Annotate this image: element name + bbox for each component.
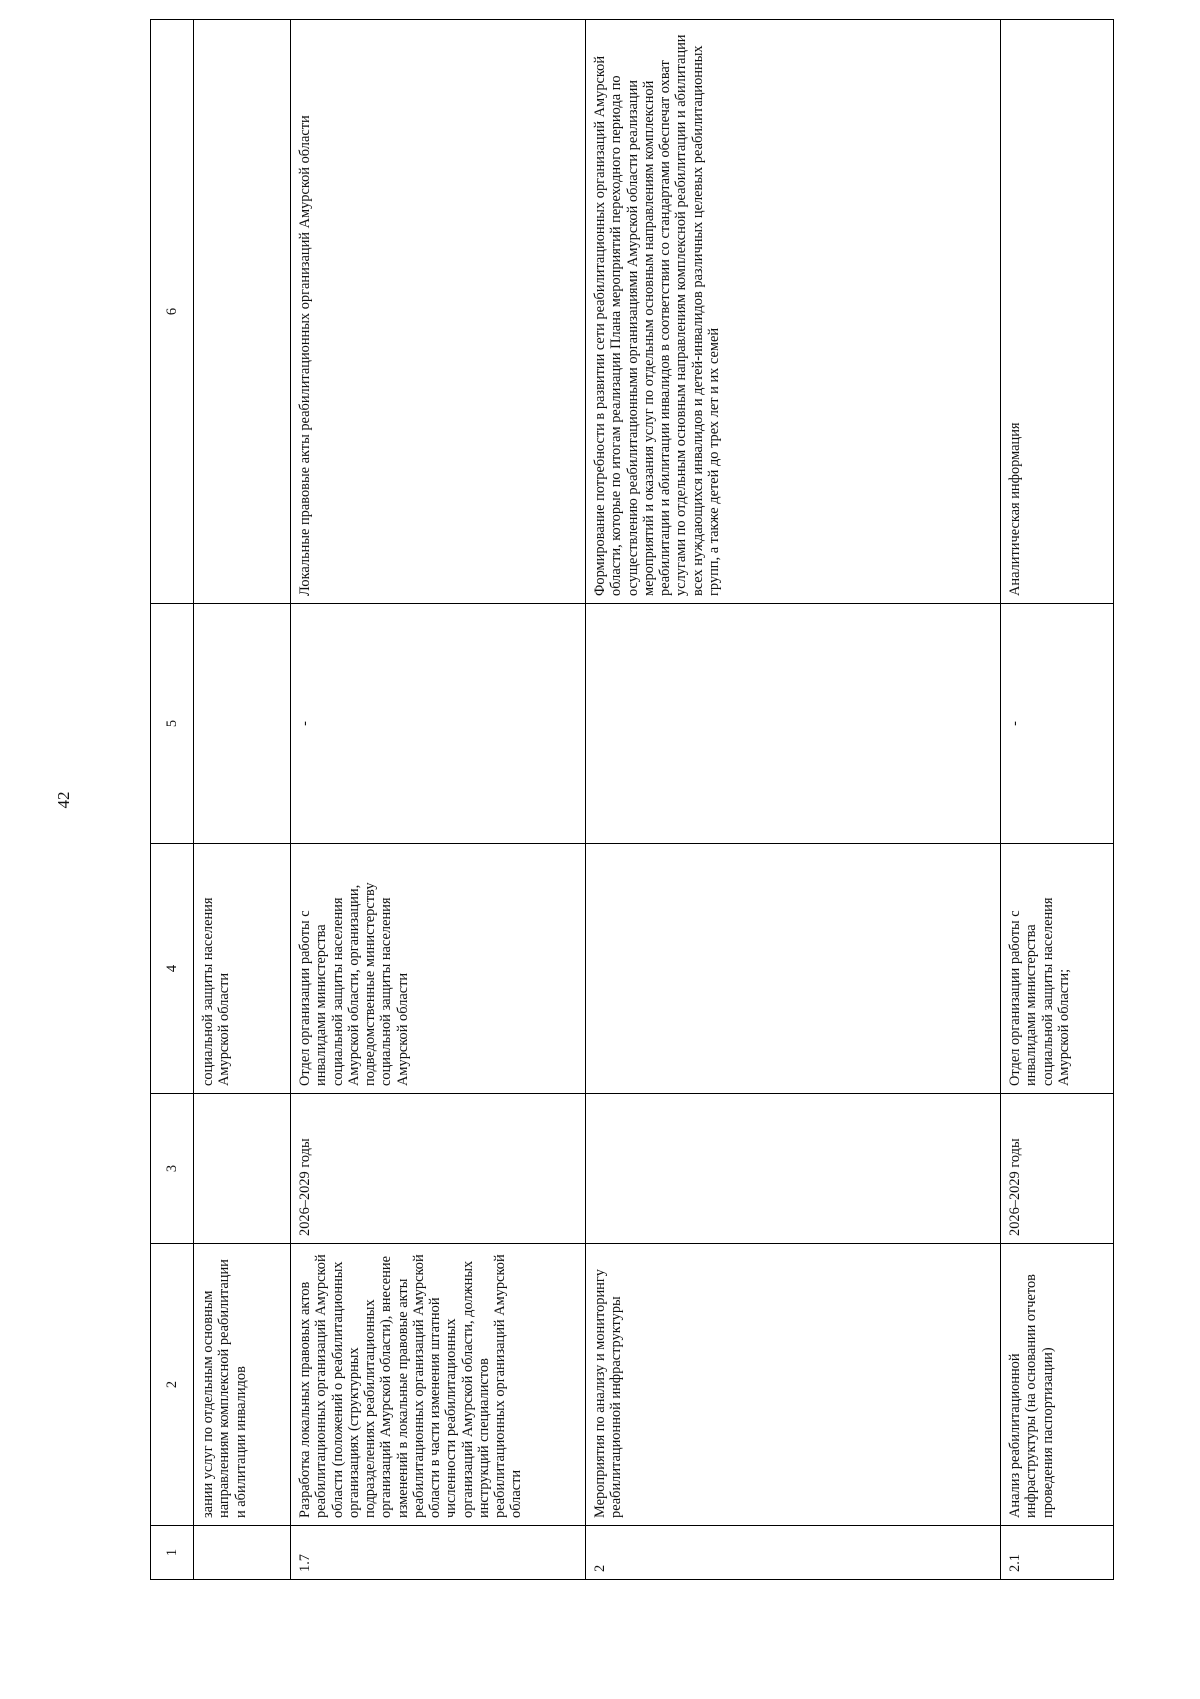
measure-name: Мероприятия по анализу и мониторингу реабилитационной инфраструктуры [586,1244,1001,1526]
item-number: 2.1 [1001,1526,1114,1580]
table-row [1001,20,1114,1580]
funding [586,604,1001,844]
column-header: 4 [151,844,194,1094]
responsible: социальной защиты населения Амурской области [194,844,291,1094]
expected-result: Формирование потребности в развитии сети реабилитационных организаций Амурской области, которые по итогам реализации Плана мероприятий переходного периода по осуществлению реабилитационными организациями Амурской области реализации мероприятий и оказания услуг по отдельным основным направлениям комплексной реабилитации и абилитации инвалидов в соответствии со стандартами обеспечат охват услугами по отдельным основным направлениям комплексной реабилитации и абилитации всех нуждающихся инвалидов и детей-инвалидов различных целевых реабилитационных групп, а также детей до трех лет и их семей [586,20,1001,604]
rotated-page [54,20,1150,1580]
funding: - [291,604,586,844]
measure-name: зании услуг по отдельным основным направлениям комплексной реабилитации и абилитации инвалидов [194,1244,291,1526]
column-header: 5 [151,604,194,844]
responsible: Отдел организации работы с инвалидами министерства социальной защиты населения Амурской области; [1001,844,1114,1094]
column-header: 6 [151,20,194,604]
item-number: 2 [586,1526,1001,1580]
column-header: 2 [151,1244,194,1526]
column-header: 3 [151,1094,194,1244]
deadline: 2026–2029 годы [1001,1094,1114,1244]
deadline [586,1094,1001,1244]
deadline: 2026–2029 годы [291,1094,586,1244]
measure-name: Разработка локальных правовых актов реабилитационных организаций Амурской области (положений о реабилитационных организациях (структурных подразделениях реабилитационных организаций Амурской области), внесение изменений в локальные правовые акты реабилитационных организаций Амурской области в части изменения штатной численности реабилитационных организаций Амурской области, должных инструкций специалистов реабилитационных организаций Амурской области [291,1244,586,1526]
item-number: 1.7 [291,1526,586,1580]
expected-result: Локальные правовые акты реабилитационных организаций Амурской области [291,20,586,604]
funding [194,604,291,844]
item-number [194,1526,291,1580]
table-row [291,20,586,1580]
table-row [586,20,1001,1580]
funding: - [1001,604,1114,844]
expected-result: Аналитическая информация [1001,20,1114,604]
table-header-row [151,20,194,1580]
page-number: 42 [54,791,73,809]
measures-table [150,19,1114,1580]
table-row [194,20,291,1580]
responsible [586,844,1001,1094]
deadline [194,1094,291,1244]
responsible: Отдел организации работы с инвалидами министерства социальной защиты населения Амурской области, организации, подведомственные министерству социальной защиты населения Амурской области [291,844,586,1094]
measure-name: Анализ реабилитационной инфраструктуры (на основании отчетов проведения паспортизации) [1001,1244,1114,1526]
expected-result [194,20,291,604]
column-header: 1 [151,1526,194,1580]
